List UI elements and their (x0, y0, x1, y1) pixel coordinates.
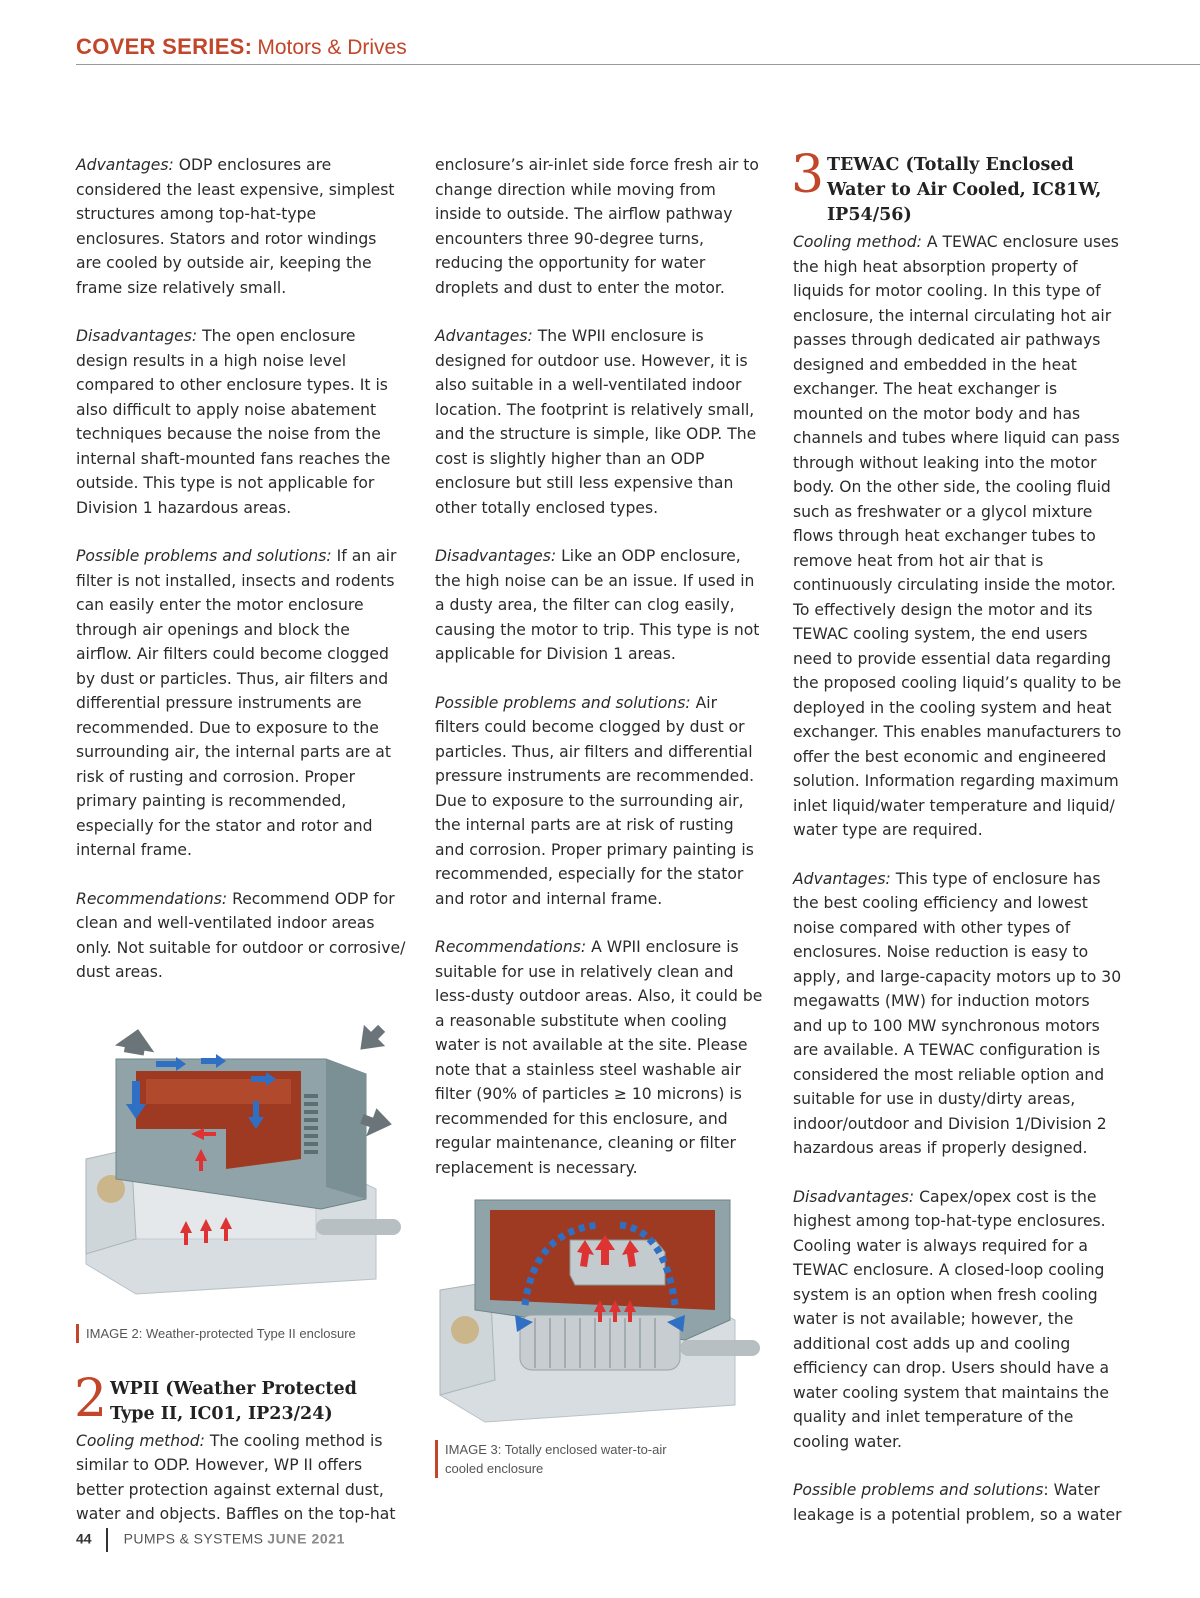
footer-divider (106, 1528, 108, 1552)
paragraph (76, 153, 406, 300)
column-1 (76, 153, 406, 1551)
section-2-heading (74, 1368, 406, 1429)
series-topic: Motors & Drives (257, 36, 407, 59)
wpii-motor-illustration (76, 1009, 406, 1309)
paragraph (435, 691, 765, 912)
section-number: 3 (791, 145, 825, 205)
paragraph-label: Disadvantages: (435, 547, 557, 565)
paragraph (76, 887, 406, 985)
paragraph-text: Recommend ODP for clean and well-ventilated indoor areas only. Not suitable for outdoor or corrosive/ dust areas. (76, 889, 406, 981)
paragraph-text: This type of enclosure has the best cooling efficiency and lowest noise compared with other types of enclosures. Noise reduction is easy to apply, and large-capacity motors up to 30 megawatts (MW) for induction motors and up to 100 MW synchronous motors are available. A TEWAC configuration is considered the most reliable option and suitable for use in dusty/dirty areas, indoor/outdoor and Division 1/Division 2 hazardous areas if properly designed. (793, 869, 1122, 1157)
section-title: TEWAC (Totally Enclosed Water to Air Cooled, IC81W, IP54/56) (827, 155, 1102, 225)
paragraph-label: Disadvantages: (76, 327, 198, 345)
paragraph-text: The WPII enclosure is designed for outdoor use. However, it is also suitable in a well-ventilated indoor location. The footprint is relatively small, and the structure is simple, like ODP. The cost is slightly higher than an ODP enclosure but still less expensive than other totally enclosed types. (435, 327, 757, 517)
page-number: 44 (76, 1530, 92, 1547)
paragraph (435, 935, 765, 1180)
paragraph-label: Cooling method: (76, 1431, 205, 1450)
page-footer (76, 1528, 345, 1554)
paragraph-text: Like an ODP enclosure, the high noise can be an issue. If used in a dusty area, the filter can clog easily, causing the motor to trip. This type is not applicable for Division 1 areas. (435, 547, 760, 663)
section-3-heading (791, 145, 1123, 228)
paragraph-text: The open enclosure design results in a high noise level compared to other enclosure types. It is also difficult to apply noise abatement techniques because the noise from the internal shaft-mounted fans reaches the outside. This type is not applicable for Division 1 hazardous areas. (76, 327, 391, 517)
paragraph (435, 324, 765, 520)
paragraph-text: ODP enclosures are considered the least expensive, simplest structures among top-hat-type enclosures. Stators and rotor windings are cooled by outside air, keeping the frame size relatively small. (76, 156, 395, 297)
paragraph (76, 544, 406, 863)
paragraph-label: Recommendations: (435, 938, 587, 956)
paragraph-label: Possible problems and solutions (793, 1481, 1044, 1499)
paragraph-text: If an air filter is not installed, insects and rodents can easily enter the motor enclosure through air openings and block the airflow. Air filters could become clogged by dust or particles. Thus, air filters and differential pressure instruments are recommended. Due to exposure to the surrounding air, the internal parts are at risk of rusting and corrosion. Proper primary painting is recommended, especially for the stator and rotor and internal frame. (76, 547, 397, 859)
paragraph-label: Recommendations: (76, 889, 228, 908)
paragraph-text: A TEWAC enclosure uses the high heat absorption property of liquids for motor cooling. In this type of enclosure, the internal circulating hot air passes through dedicated air pathways designed and embedded in the heat exchanger. The heat exchanger is mounted on the motor body and has channels and tubes where liquid can pass through without leaking into the motor body. On the other side, the cooling fluid such as freshwater or a glycol mixture flows through heat exchanger tubes to remove heat from hot air that is continuously circulating inside the motor. To effectively design the motor and its TEWAC cooling system, the end users need to provide essential data regarding the proposed cooling liquid’s quality to be deployed in the cooling system and heat exchanger. This enables manufacturers to offer the best economic and engineered solution. Information regarding maximum inlet liquid/water temperature and liquid/ water type are required. (793, 233, 1122, 839)
tewac-motor-illustration (435, 1190, 765, 1440)
paragraph-text: Air filters could become clogged by dust or particles. Thus, air filters and differential pressure instruments are recommended. Due to exposure to the surrounding air, the internal parts are at risk of rusting and corrosion. Proper primary painting is recommended, especially for the stator and rotor and internal frame. (435, 693, 755, 908)
paragraph-text: The cooling method is similar to ODP. However, WP II offers better protection against external dust, water and objects. Baffles on the top-hat (76, 1431, 396, 1523)
section-number: 2 (74, 1368, 108, 1429)
paragraph-label: Possible problems and solutions: (76, 547, 332, 565)
paragraph-label: Possible problems and solutions: (435, 693, 691, 712)
column-2 (435, 153, 765, 1512)
paragraph (793, 230, 1123, 843)
paragraph (435, 153, 765, 300)
page-header (76, 34, 1200, 65)
image-2-caption: IMAGE 2: Weather-protected Type II enclosure (76, 1324, 406, 1343)
paragraph-text: Capex/opex cost is the highest among top-hat-type enclosures. Cooling water is always required for a TEWAC enclosure. A closed-loop cooling system is an option when fresh cooling water is not available; however, the additional cost adds up and cooling efficiency can drop. Users should have a water cooling system that maintains the quality and inlet temperature of the cooling water. (793, 1187, 1110, 1451)
tewac-enclosure-figure (435, 1190, 765, 1440)
paragraph-label: Advantages: (76, 156, 174, 174)
paragraph-text: : Water leakage is a potential problem, so a water (793, 1481, 1122, 1524)
paragraph (76, 324, 406, 520)
paragraph-label: Advantages: (435, 327, 533, 345)
paragraph-label: Advantages: (793, 869, 891, 888)
magazine-name: PUMPS & SYSTEMS (123, 1530, 264, 1547)
wpii-enclosure-figure (76, 1009, 406, 1324)
paragraph (793, 1185, 1123, 1455)
paragraph (435, 544, 765, 667)
section-title: WPII (Weather Protected Type II, IC01, IP23/24) (110, 1378, 357, 1424)
paragraph-label: Disadvantages: (793, 1187, 915, 1206)
paragraph (793, 1478, 1123, 1527)
paragraph-text: A WPII enclosure is suitable for use in relatively clean and less-dusty outdoor areas. Also, it could be a reasonable substitute when cooling water is not available at the site. Please note that a stainless steel washable air filter (90% of particles ≥ 10 microns) is recommended for this enclosure, and regular maintenance, cleaning or filter replacement is necessary. (435, 938, 763, 1177)
image-3-caption: IMAGE 3: Totally enclosed water-to-air cooled enclosure (435, 1440, 695, 1478)
paragraph (76, 1429, 406, 1527)
paragraph-text: enclosure’s air-inlet side force fresh air to change direction while moving from inside to outside. The airflow pathway encounters three 90-degree turns, reducing the opportunity for water droplets and dust to enter the motor. (435, 156, 759, 297)
series-label: COVER SERIES: (76, 34, 253, 59)
column-3 (791, 145, 1123, 1551)
paragraph-label: Cooling method: (793, 233, 922, 251)
issue-date: JUNE 2021 (267, 1530, 346, 1547)
paragraph (793, 867, 1123, 1161)
